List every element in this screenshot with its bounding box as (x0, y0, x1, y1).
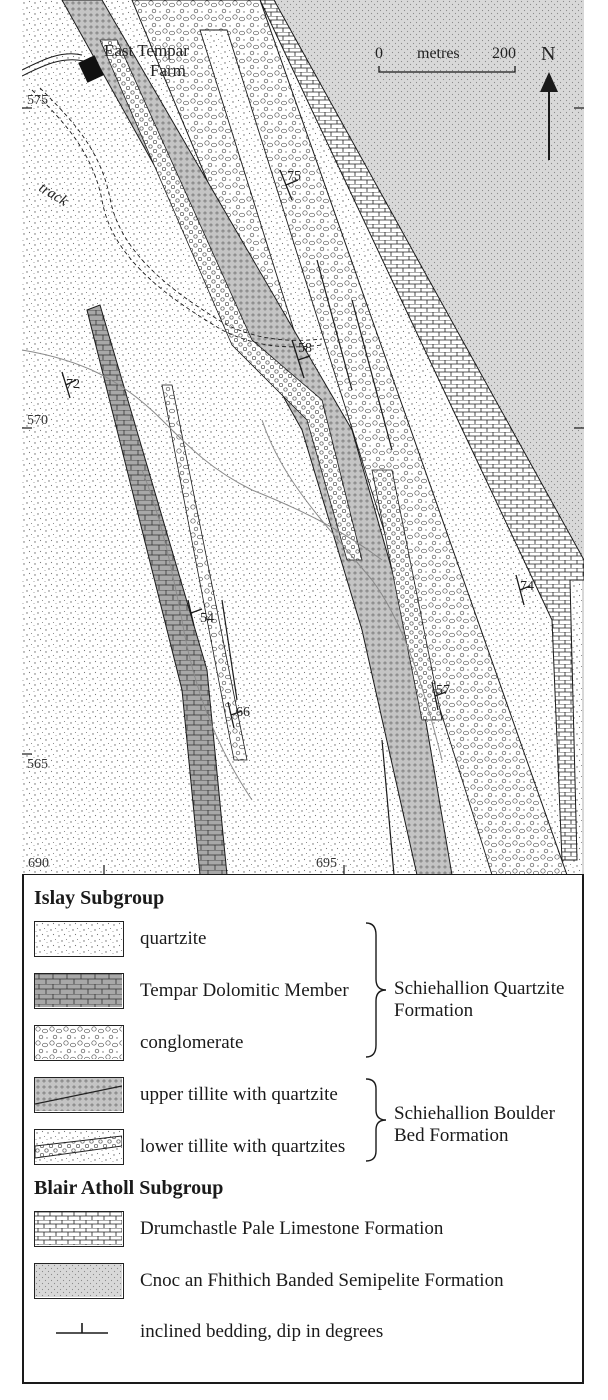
scale-end: 200 (492, 45, 516, 62)
track-label: track (35, 179, 71, 210)
quartzite-formation-brace (362, 921, 392, 1059)
dip-66: 66 (236, 705, 250, 720)
geological-map (22, 0, 584, 875)
legend-upper-tillite-label: upper tillite with quartzite (140, 1084, 338, 1105)
legend-bedding-label: inclined bedding, dip in degrees (140, 1321, 384, 1342)
legend-limestone-label: Drumchastle Pale Limestone Formation (140, 1218, 444, 1239)
semipelite-swatch (34, 1263, 124, 1299)
northing-575: 575 (27, 93, 48, 108)
dip-58: 58 (298, 341, 312, 356)
legend-lower-tillite-label: lower tillite with quartzites (140, 1136, 346, 1157)
farm-label-line1: East Tempar (104, 41, 189, 60)
blair-atholl-subgroup-heading: Blair Atholl Subgroup (34, 1177, 224, 1199)
islay-subgroup-heading: Islay Subgroup (34, 887, 165, 909)
map-legend (22, 877, 584, 1382)
lower-tillite-swatch (34, 1129, 124, 1165)
legend-semipelite-label: Cnoc an Fhithich Banded Semipelite Formation (140, 1270, 504, 1291)
northing-565: 565 (27, 757, 48, 772)
quartzite-formation-label: Schiehallion Quartzite Formation (394, 978, 565, 1021)
boulder-formation-brace (362, 1077, 392, 1163)
dip-74: 74 (520, 579, 534, 594)
conglomerate-swatch (34, 1025, 124, 1061)
quartzite-swatch (34, 921, 124, 957)
dip-54: 54 (200, 611, 214, 626)
legend-quartzite-label: quartzite (140, 928, 207, 949)
scale-start: 0 (375, 45, 383, 62)
easting-690: 690 (28, 856, 49, 871)
dolomitic-swatch (34, 973, 124, 1009)
bedding-symbol-icon (52, 1317, 112, 1347)
limestone-swatch (34, 1211, 124, 1247)
scale-unit: metres (417, 45, 460, 62)
upper-tillite-swatch (34, 1077, 124, 1113)
farm-label-line2: Farm (150, 61, 186, 80)
boulder-formation-label: Schiehallion Boulder Bed Formation (394, 1103, 555, 1146)
easting-695: 695 (316, 856, 337, 871)
legend-conglomerate-label: conglomerate (140, 1032, 244, 1053)
dip-57: 57 (436, 683, 450, 698)
legend-dolomitic-label: Tempar Dolomitic Member (140, 980, 349, 1001)
northing-570: 570 (27, 413, 48, 428)
north-label: N (541, 43, 556, 65)
dip-72: 72 (66, 377, 80, 392)
dip-75: 75 (287, 169, 301, 184)
